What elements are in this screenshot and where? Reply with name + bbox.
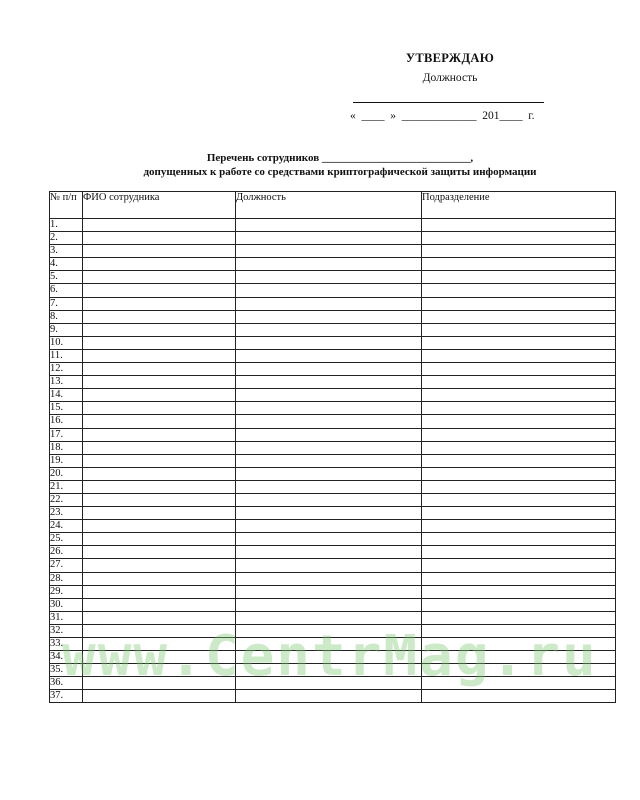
table-row — [50, 363, 616, 376]
fio-cell — [83, 507, 236, 520]
row-number-cell: 17. — [50, 428, 83, 441]
header-position: Должность — [236, 192, 422, 219]
table-row — [50, 690, 616, 703]
table-row — [50, 336, 616, 349]
fio-cell — [83, 493, 236, 506]
fio-cell — [83, 520, 236, 533]
table-row — [50, 611, 616, 624]
position-cell — [236, 546, 422, 559]
row-number-cell: 8. — [50, 310, 83, 323]
signature-line — [353, 102, 544, 103]
division-cell — [422, 336, 616, 349]
row-number-cell: 3. — [50, 245, 83, 258]
fio-cell — [83, 219, 236, 232]
row-number-cell: 37. — [50, 690, 83, 703]
row-number-cell: 34. — [50, 651, 83, 664]
position-cell — [236, 572, 422, 585]
position-cell — [236, 428, 422, 441]
division-cell — [422, 520, 616, 533]
division-cell — [422, 454, 616, 467]
table-row — [50, 480, 616, 493]
table-row — [50, 271, 616, 284]
table-header-row — [50, 192, 616, 219]
table-row — [50, 323, 616, 336]
fio-cell — [83, 480, 236, 493]
row-number-cell: 13. — [50, 376, 83, 389]
division-cell — [422, 258, 616, 271]
position-cell — [236, 480, 422, 493]
row-number-cell: 24. — [50, 520, 83, 533]
fio-cell — [83, 402, 236, 415]
row-number-cell: 30. — [50, 598, 83, 611]
row-number-cell: 22. — [50, 493, 83, 506]
position-cell — [236, 493, 422, 506]
fio-cell — [83, 363, 236, 376]
position-cell — [236, 467, 422, 480]
position-cell — [236, 284, 422, 297]
position-cell — [236, 559, 422, 572]
approval-title: УТВЕРЖДАЮ — [405, 51, 495, 65]
row-number-cell: 27. — [50, 559, 83, 572]
division-cell — [422, 349, 616, 362]
table-row — [50, 507, 616, 520]
table-row — [50, 520, 616, 533]
division-cell — [422, 428, 616, 441]
table-row — [50, 284, 616, 297]
fio-cell — [83, 415, 236, 428]
row-number-cell: 14. — [50, 389, 83, 402]
list-heading-line2: допущенных к работе со средствами криптографической защиты информации — [143, 166, 537, 178]
division-cell — [422, 363, 616, 376]
table-row — [50, 232, 616, 245]
table-row — [50, 428, 616, 441]
table-row — [50, 559, 616, 572]
fio-cell — [83, 533, 236, 546]
fio-cell — [83, 284, 236, 297]
row-number-cell: 35. — [50, 664, 83, 677]
list-heading — [40, 151, 640, 179]
fio-cell — [83, 245, 236, 258]
row-number-cell: 7. — [50, 297, 83, 310]
position-cell — [236, 376, 422, 389]
position-cell — [236, 533, 422, 546]
table-row — [50, 310, 616, 323]
row-number-cell: 18. — [50, 441, 83, 454]
table-row — [50, 585, 616, 598]
fio-cell — [83, 258, 236, 271]
division-cell — [422, 271, 616, 284]
position-cell — [236, 441, 422, 454]
row-number-cell: 15. — [50, 402, 83, 415]
table-row — [50, 245, 616, 258]
division-cell — [422, 507, 616, 520]
table-row — [50, 402, 616, 415]
approval-block — [340, 50, 560, 85]
position-cell — [236, 389, 422, 402]
table-row — [50, 467, 616, 480]
division-cell — [422, 232, 616, 245]
division-cell — [422, 415, 616, 428]
table-row — [50, 258, 616, 271]
position-cell — [236, 297, 422, 310]
table-row — [50, 376, 616, 389]
header-number: № п/п — [50, 192, 83, 219]
row-number-cell: 26. — [50, 546, 83, 559]
division-cell — [422, 467, 616, 480]
approval-date-line: « ____ » _____________ 201____ г. — [350, 110, 535, 122]
position-cell — [236, 232, 422, 245]
division-cell — [422, 219, 616, 232]
row-number-cell: 9. — [50, 323, 83, 336]
position-cell — [236, 336, 422, 349]
table-row — [50, 219, 616, 232]
row-number-cell: 20. — [50, 467, 83, 480]
fio-cell — [83, 585, 236, 598]
row-number-cell: 19. — [50, 454, 83, 467]
division-cell — [422, 480, 616, 493]
approval-position-label: Должность — [422, 72, 478, 84]
position-cell — [236, 219, 422, 232]
division-cell — [422, 441, 616, 454]
position-cell — [236, 585, 422, 598]
table-row — [50, 349, 616, 362]
fio-cell — [83, 232, 236, 245]
position-cell — [236, 245, 422, 258]
fio-cell — [83, 389, 236, 402]
watermark: www.CentrMag.ru — [62, 624, 598, 689]
row-number-cell: 36. — [50, 677, 83, 690]
fio-cell — [83, 559, 236, 572]
position-cell — [236, 454, 422, 467]
row-number-cell: 29. — [50, 585, 83, 598]
table-row — [50, 389, 616, 402]
division-cell — [422, 245, 616, 258]
row-number-cell: 2. — [50, 232, 83, 245]
row-number-cell: 25. — [50, 533, 83, 546]
division-cell — [422, 310, 616, 323]
row-number-cell: 11. — [50, 349, 83, 362]
division-cell — [422, 611, 616, 624]
division-cell — [422, 297, 616, 310]
division-cell — [422, 389, 616, 402]
division-cell — [422, 376, 616, 389]
position-cell — [236, 258, 422, 271]
position-cell — [236, 415, 422, 428]
fio-cell — [83, 376, 236, 389]
fio-cell — [83, 690, 236, 703]
table-row — [50, 297, 616, 310]
row-number-cell: 33. — [50, 638, 83, 651]
row-number-cell: 31. — [50, 611, 83, 624]
row-number-cell: 6. — [50, 284, 83, 297]
division-cell — [422, 323, 616, 336]
position-cell — [236, 310, 422, 323]
division-cell — [422, 546, 616, 559]
fio-cell — [83, 572, 236, 585]
table-row — [50, 454, 616, 467]
fio-cell — [83, 454, 236, 467]
division-cell — [422, 284, 616, 297]
list-heading-line1: Перечень сотрудников ___________________________, — [206, 152, 474, 164]
position-cell — [236, 271, 422, 284]
position-cell — [236, 611, 422, 624]
row-number-cell: 23. — [50, 507, 83, 520]
division-cell — [422, 598, 616, 611]
position-cell — [236, 507, 422, 520]
header-division: Подразделение — [422, 192, 616, 219]
row-number-cell: 12. — [50, 363, 83, 376]
division-cell — [422, 572, 616, 585]
position-cell — [236, 363, 422, 376]
table-row — [50, 415, 616, 428]
row-number-cell: 5. — [50, 271, 83, 284]
header-fio: ФИО сотрудника — [83, 192, 236, 219]
position-cell — [236, 690, 422, 703]
position-cell — [236, 323, 422, 336]
position-cell — [236, 520, 422, 533]
table-row — [50, 546, 616, 559]
fio-cell — [83, 428, 236, 441]
fio-cell — [83, 271, 236, 284]
table-row — [50, 493, 616, 506]
division-cell — [422, 690, 616, 703]
row-number-cell: 28. — [50, 572, 83, 585]
position-cell — [236, 402, 422, 415]
fio-cell — [83, 323, 236, 336]
table-row — [50, 441, 616, 454]
fio-cell — [83, 611, 236, 624]
division-cell — [422, 585, 616, 598]
row-number-cell: 4. — [50, 258, 83, 271]
fio-cell — [83, 467, 236, 480]
fio-cell — [83, 310, 236, 323]
fio-cell — [83, 336, 236, 349]
division-cell — [422, 493, 616, 506]
row-number-cell: 1. — [50, 219, 83, 232]
division-cell — [422, 402, 616, 415]
division-cell — [422, 559, 616, 572]
fio-cell — [83, 297, 236, 310]
row-number-cell: 32. — [50, 624, 83, 637]
division-cell — [422, 533, 616, 546]
position-cell — [236, 598, 422, 611]
fio-cell — [83, 441, 236, 454]
table-row — [50, 533, 616, 546]
fio-cell — [83, 349, 236, 362]
row-number-cell: 21. — [50, 480, 83, 493]
fio-cell — [83, 598, 236, 611]
table-row — [50, 598, 616, 611]
fio-cell — [83, 546, 236, 559]
position-cell — [236, 349, 422, 362]
row-number-cell: 10. — [50, 336, 83, 349]
row-number-cell: 16. — [50, 415, 83, 428]
table-row — [50, 572, 616, 585]
